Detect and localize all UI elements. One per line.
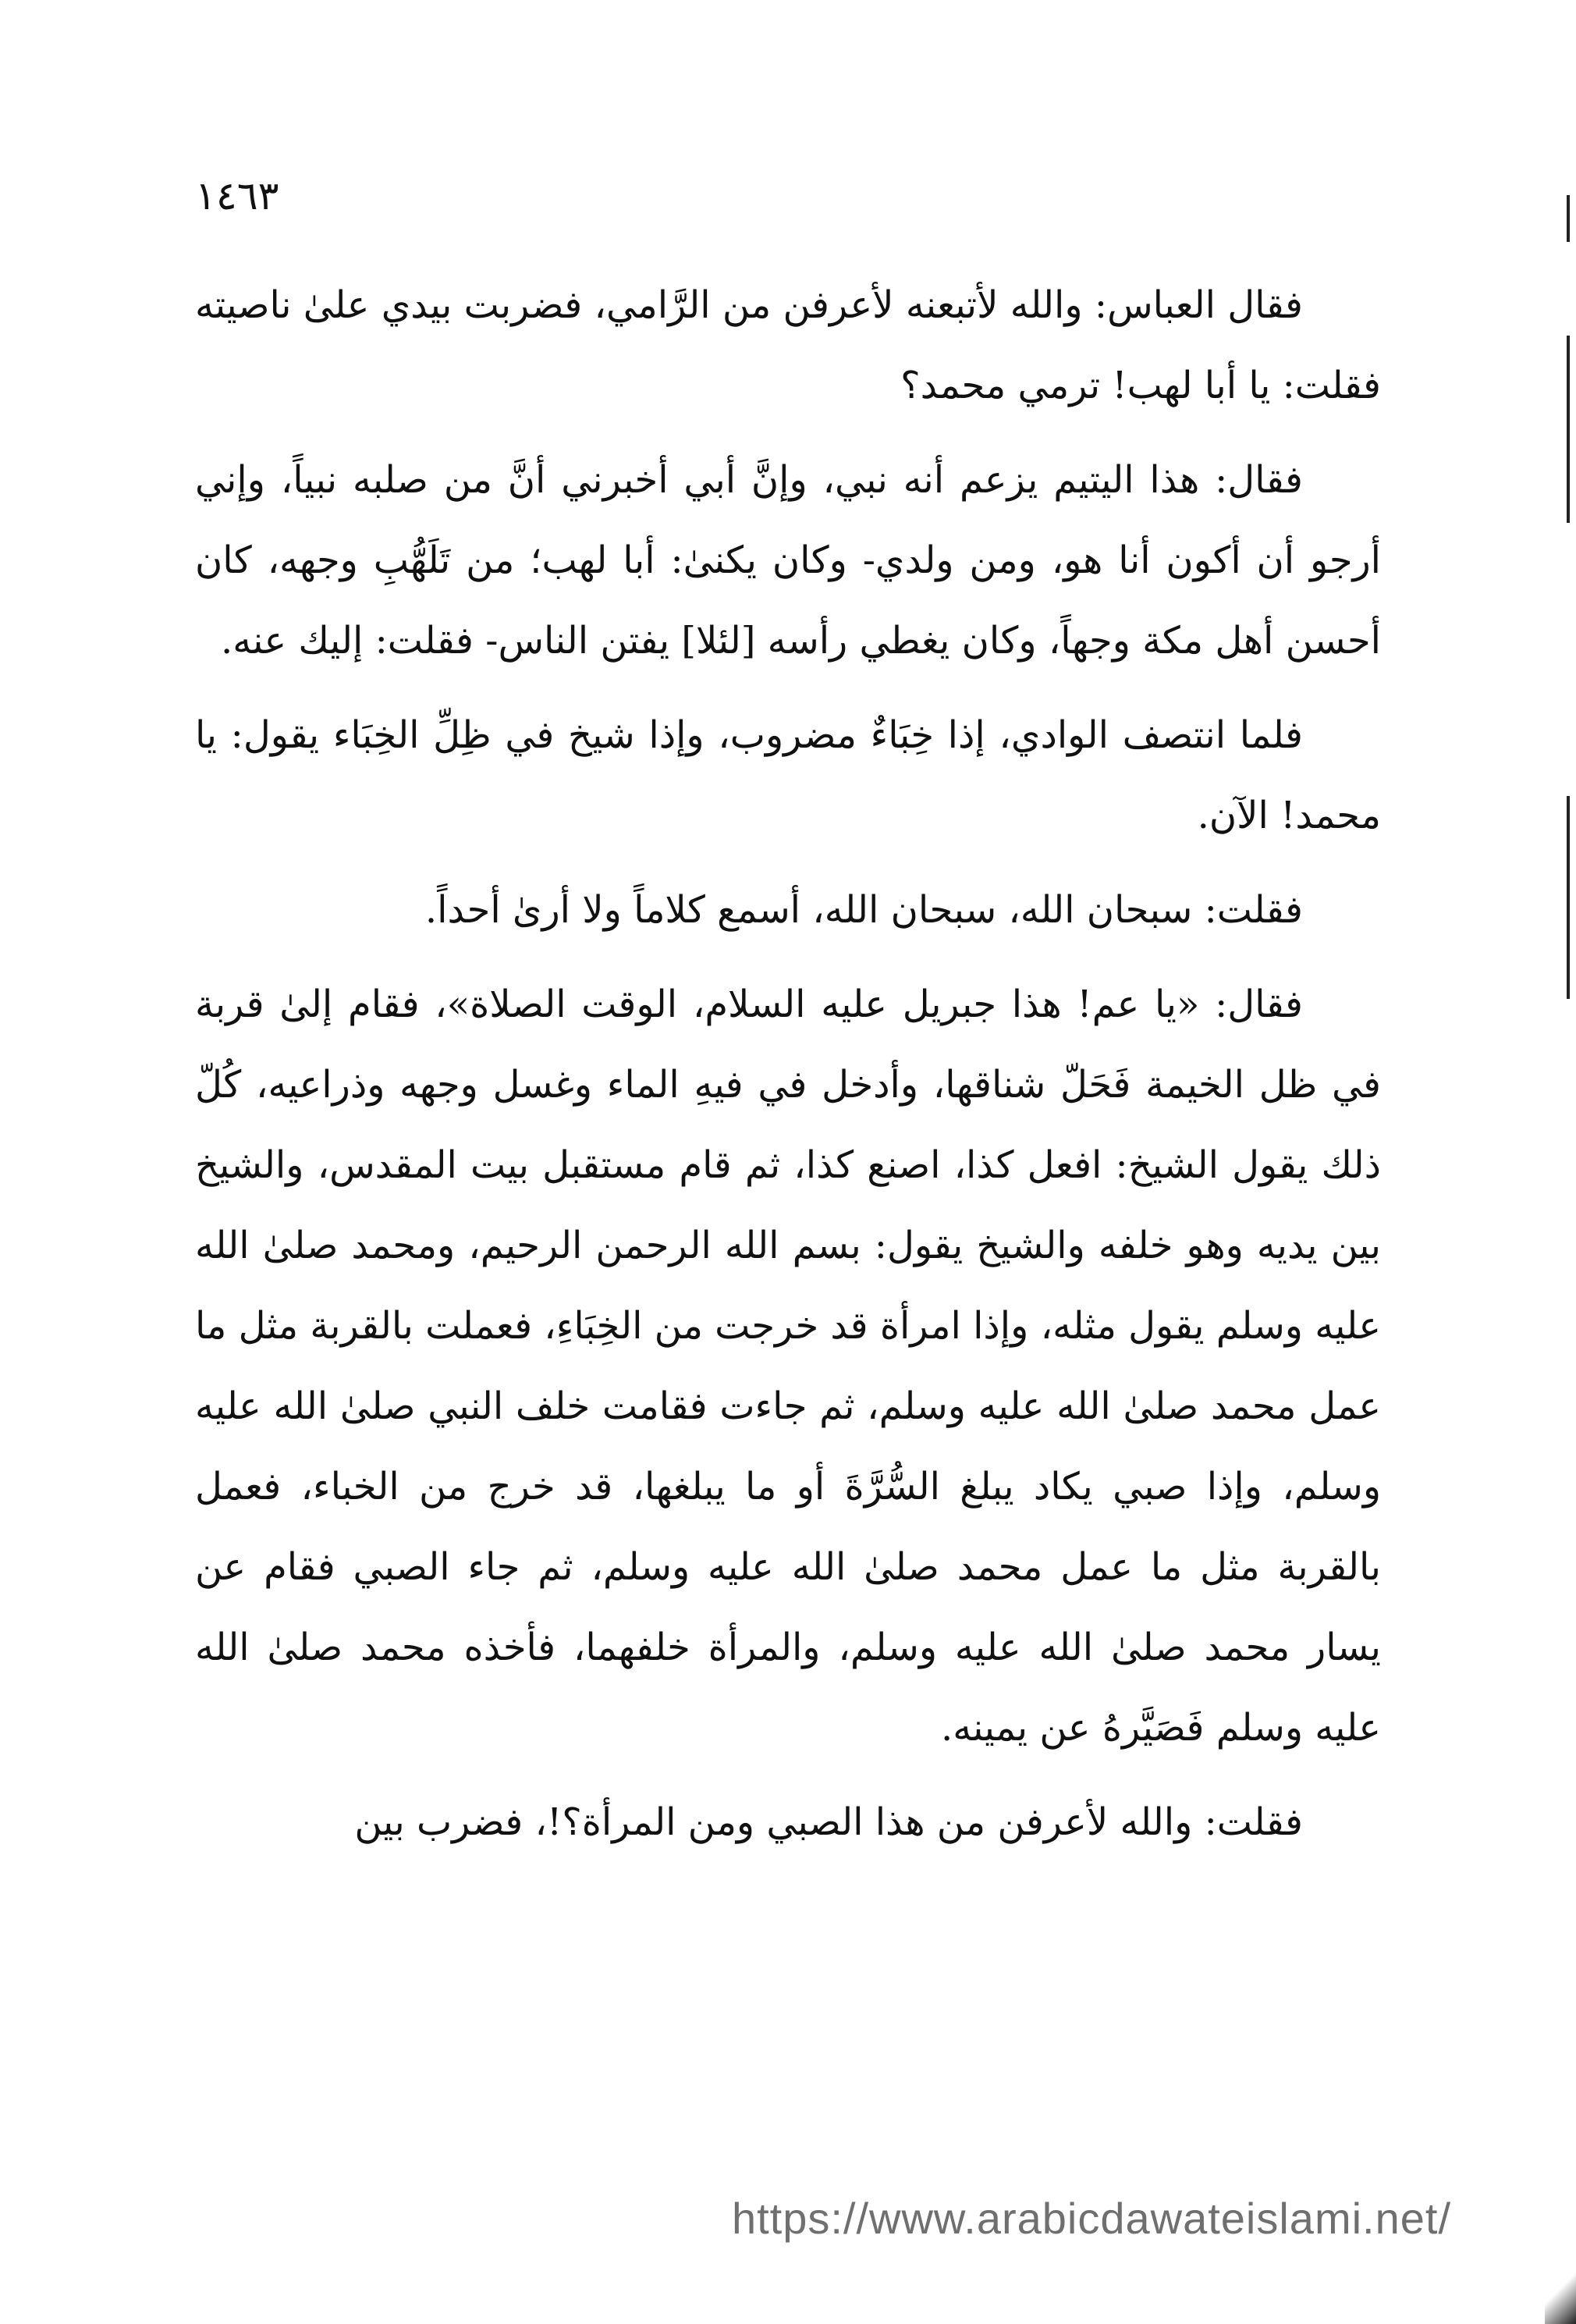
paragraph-5: فقال: «يا عم! هذا جبريل عليه السلام، الوقت الصلاة»، فقام إلىٰ قربة في ظل الخيمة فَحَلّ شناقها، وأدخل في فيهِ الماء وغسل وجهه وذراعيه، كُلّ ذلك يقول الشيخ: افعل كذا، اصنع كذا، ثم قام مستقبل بيت المقدس، والشيخ بين يديه وهو خلفه والشيخ يقول: بسم الله الرحمن الرحيم، ومحمد صلىٰ الله عليه وسلم يقول مثله، وإذا امرأة قد خرجت من الخِبَاءِ، فعملت بالقربة مثل ما عمل محمد صلىٰ الله عليه وسلم، ثم جاءت فقامت خلف النبي صلىٰ الله عليه وسلم، وإذا صبي يكاد يبلغ السُّرَّةَ أو ما يبلغها، قد خرج من الخباء، فعمل بالقربة مثل ما عمل محمد صلىٰ الله عليه وسلم، ثم جاء الصبي فقام عن يسار محمد صلىٰ الله عليه وسلم، والمرأة خلفهما، فأخذه محمد صلىٰ الله عليه وسلم فَصَيَّرهُ عن يمينه. — [195, 983, 1382, 1750]
scan-edge-mark-3 — [1567, 796, 1570, 999]
paragraph-3: فلما انتصف الوادي، إذا خِبَاءٌ مضروب، وإذا شيخ في ظِلِّ الخِبَاء يقول: يا محمد! الآن. — [195, 713, 1381, 837]
paragraph-4: فقلت: سبحان الله، سبحان الله، أسمع كلاماً ولا أرىٰ أحداً. — [424, 888, 1303, 932]
scan-edge-mark-2 — [1567, 336, 1570, 523]
paragraph-2: فقال: هذا اليتيم يزعم أنه نبي، وإنَّ أبي أخبرني أنَّ من صلبه نبياً، وإني أرجو أن أكون أنا هو، ومن ولدي- وكان يكنىٰ: أبا لهب؛ من تَلَهُّبِ وجهه، كان أحسن أهل مكة وجهاً، وكان يغطي رأسه [لئلا] يفتن الناس- فقلت: إليك عنه. — [195, 458, 1381, 663]
paragraph-6: فقلت: والله لأعرفن من هذا الصبي ومن المرأة؟!، فضرب بين — [354, 1800, 1303, 1844]
scan-corner-shadow — [1545, 2269, 1576, 2324]
page-number: ١٤٦٣ — [195, 173, 279, 219]
source-url-watermark: https://www.arabicdawateislami.net/ — [731, 2194, 1451, 2243]
scan-edge-mark-1 — [1567, 195, 1570, 242]
paragraph-1: فقال العباس: والله لأتبعنه لأعرفن من الرَّامي، فضربت بيدي علىٰ ناصيته فقلت: يا أبا لهب! ترمي محمد؟ — [195, 283, 1381, 407]
body-text — [195, 265, 1381, 1863]
